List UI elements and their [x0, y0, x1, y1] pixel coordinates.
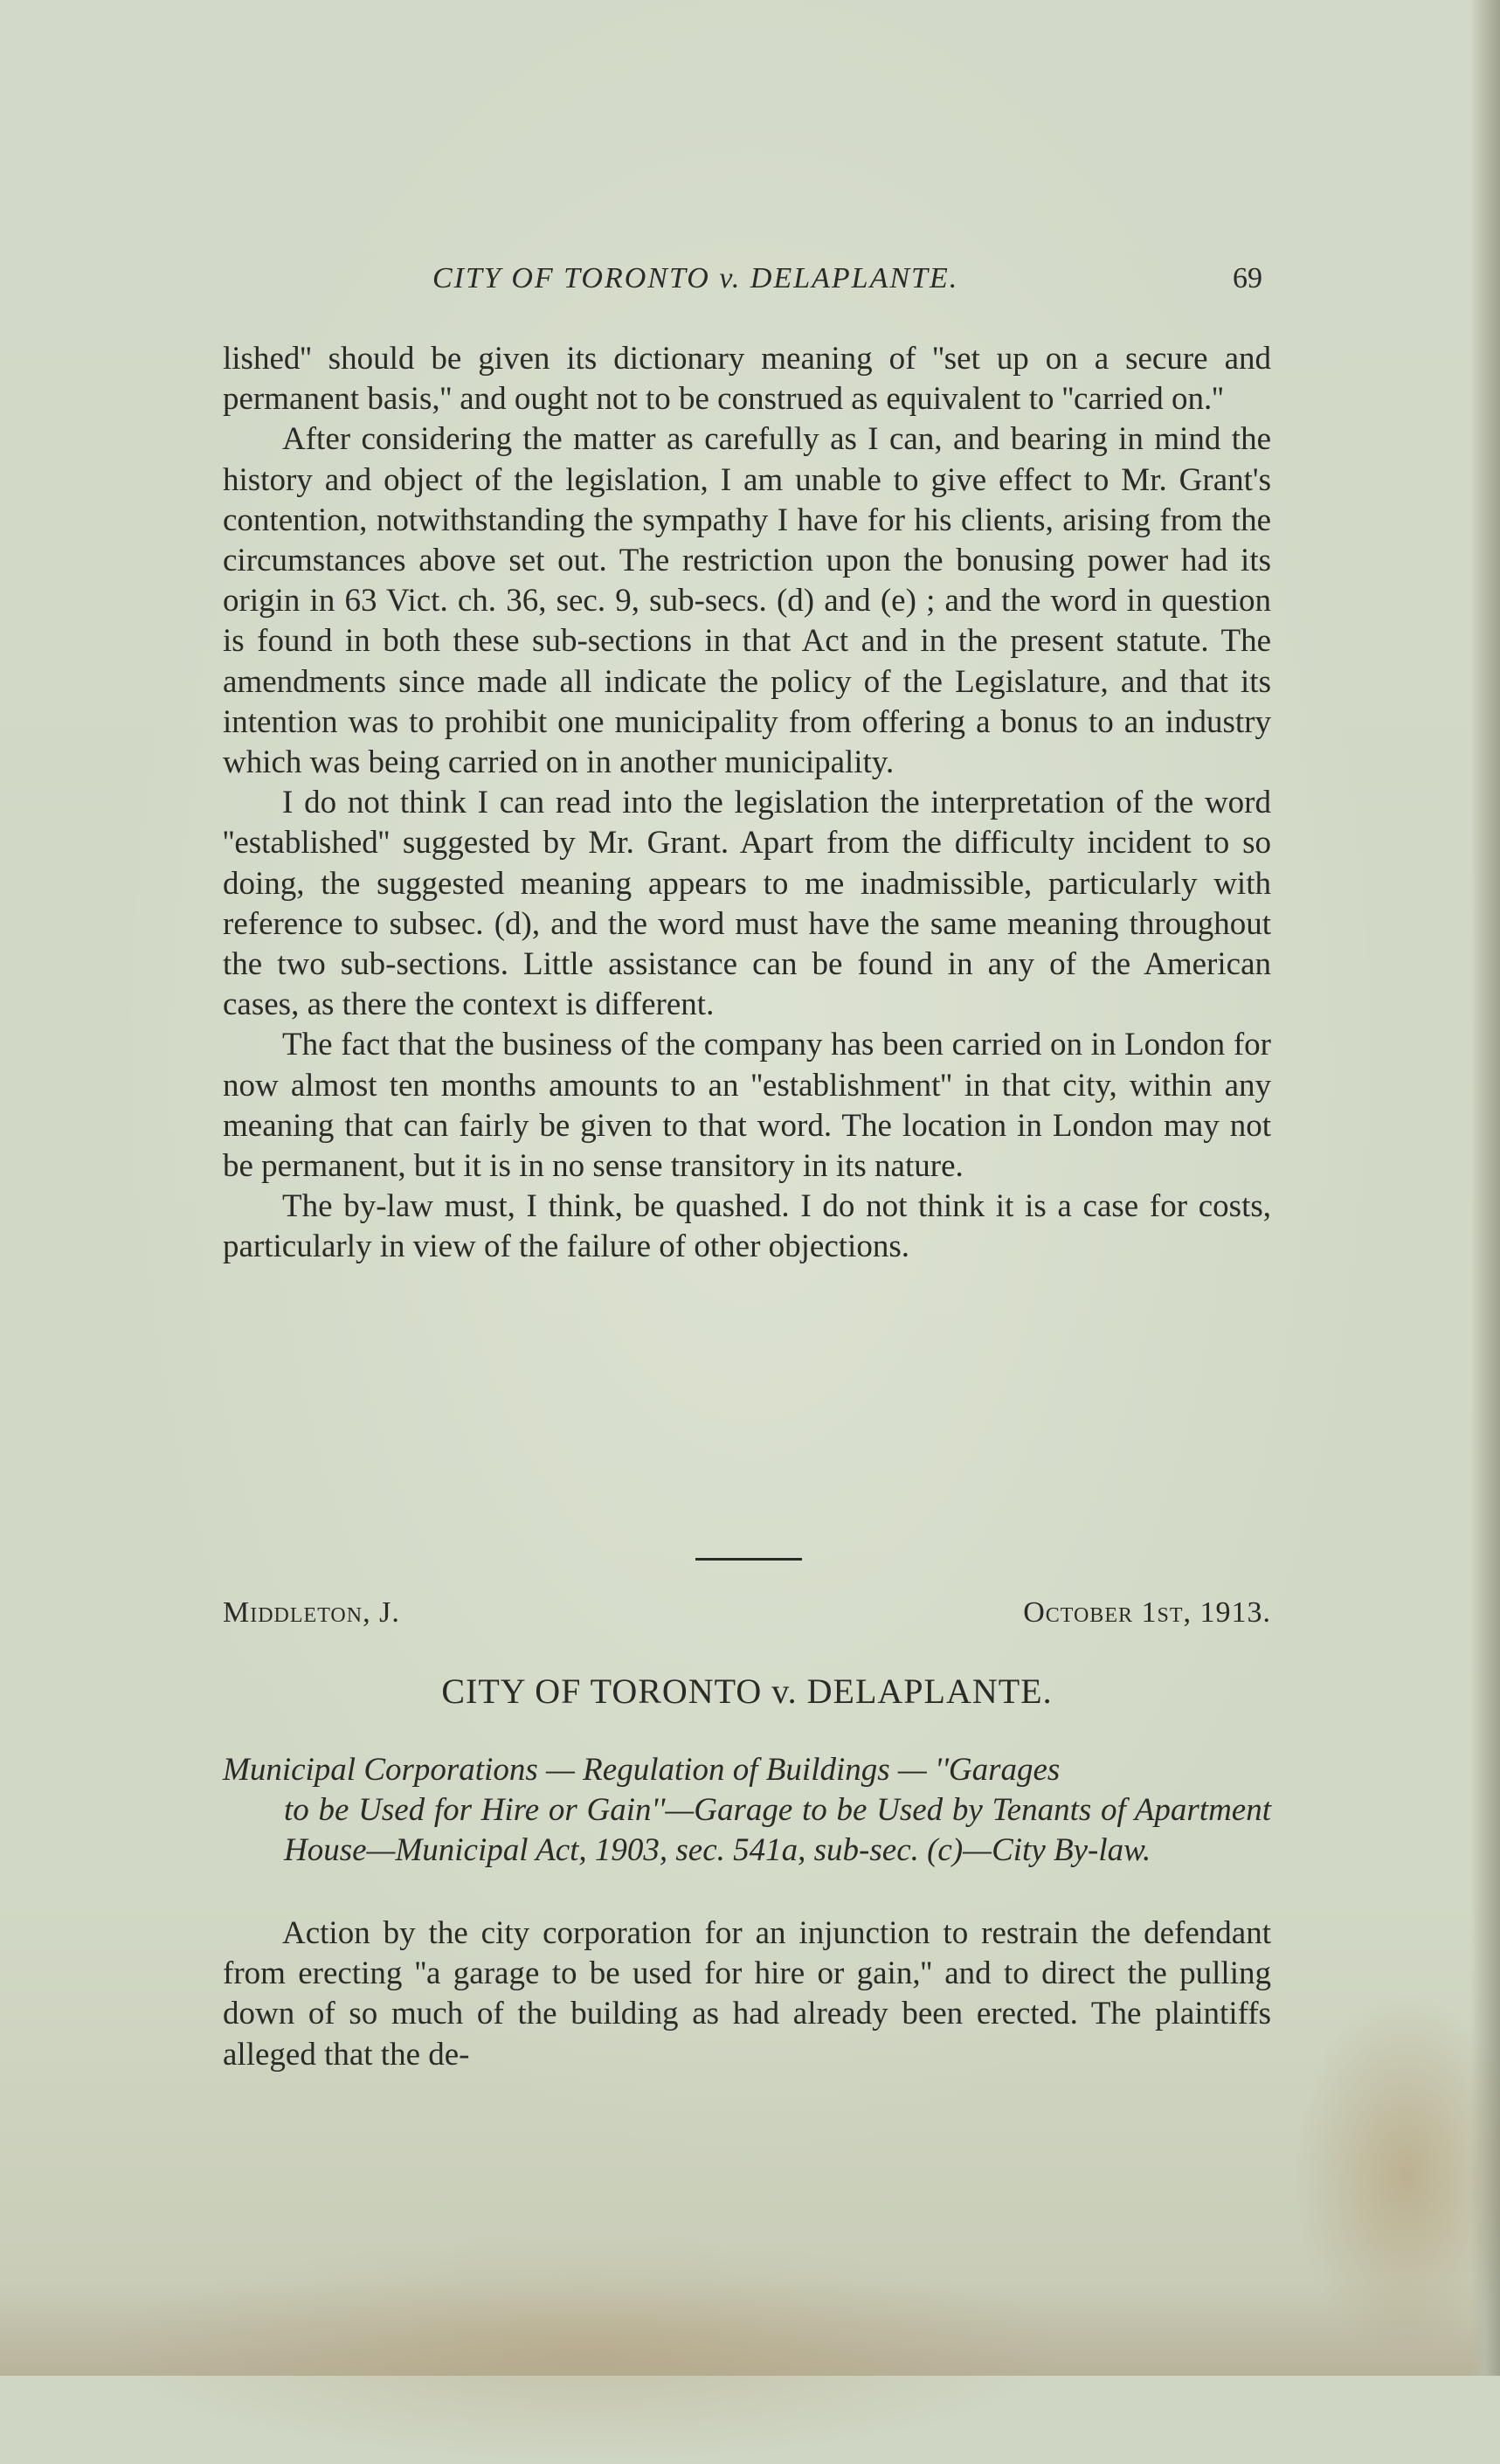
page-number: 69: [1233, 262, 1262, 294]
judgment-date: October 1st, 1913.: [1023, 1596, 1271, 1629]
judge-name: Middleton, J.: [223, 1596, 400, 1629]
paragraph: I do not think I can read into the legislation the interpretation of the word ''established'' suggested by Mr. Grant. Apart from the difficulty incident to so doing, the suggested meaning appears to me inadmissible, particularly with reference to subsec. (d), and the word must have the same meaning throughout the two sub-sections. Little assistance can be found in any of the American cases, as there the context is different.: [223, 785, 1271, 1023]
headnote: [223, 1750, 1271, 1872]
action-text: [223, 1914, 1271, 2075]
paragraph: The by-law must, I think, be quashed. I do not think it is a case for costs, particularly in view of the failure of other objections.: [223, 1188, 1271, 1265]
headnote-continuation: to be Used for Hire or Gain''—Garage to be Used by Tenants of Apartment House—Municipal Act, 1903, sec. 541a, sub-sec. (c)—City By-law.: [284, 1792, 1271, 1869]
judgment-text: [223, 339, 1271, 1268]
page-edge-shadow: [1470, 0, 1500, 2376]
section-divider: [695, 1558, 802, 1561]
dateline: [223, 1596, 1271, 1640]
case-title: CITY OF TORONTO v. DELAPLANTE.: [441, 1672, 1053, 1711]
paragraph: lished'' should be given its dictionary meaning of ''set up on a secure and permanent basis,'' and ought not to be construed as equivalent to ''carried on.'': [223, 341, 1271, 418]
page-stain: [105, 2237, 1066, 2464]
paragraph: Action by the city corporation for an injunction to restrain the defendant from erecting ''a garage to be used for hire or gain,'' and to direct the pulling down of so much of the building as had already been erected. The plaintiffs alleged that the de-: [223, 1915, 1271, 2073]
page-stain: [1293, 1992, 1500, 2359]
paragraph: After considering the matter as carefully as I can, and bearing in mind the history and object of the legislation, I am unable to give effect to Mr. Grant's contention, notwithstanding the sympathy I have for his clients, arising from the circumstances above set out. The restriction upon the bonusing power had its origin in 63 Vict. ch. 36, sec. 9, sub-secs. (d) and (e) ; and the word in question is found in both these sub-sections in that Act and in the present statute. The amendments since made all indicate the policy of the Legislature, and that its intention was to prohibit one municipality from offering a bonus to an industry which was being carried on in another municipality.: [223, 421, 1271, 781]
page-header: [223, 262, 1271, 315]
running-head: CITY OF TORONTO v. DELAPLANTE.: [432, 262, 959, 294]
paragraph: The fact that the business of the company has been carried on in London for now almost ten months amounts to an ''establishment'' in that city, within any meaning that can fairly be given to that word. The location in London may not be permanent, but it is in no sense transitory in its nature.: [223, 1027, 1271, 1185]
headnote-lead: Municipal Corporations — Regulation of Buildings — ''Garages: [223, 1752, 1061, 1788]
